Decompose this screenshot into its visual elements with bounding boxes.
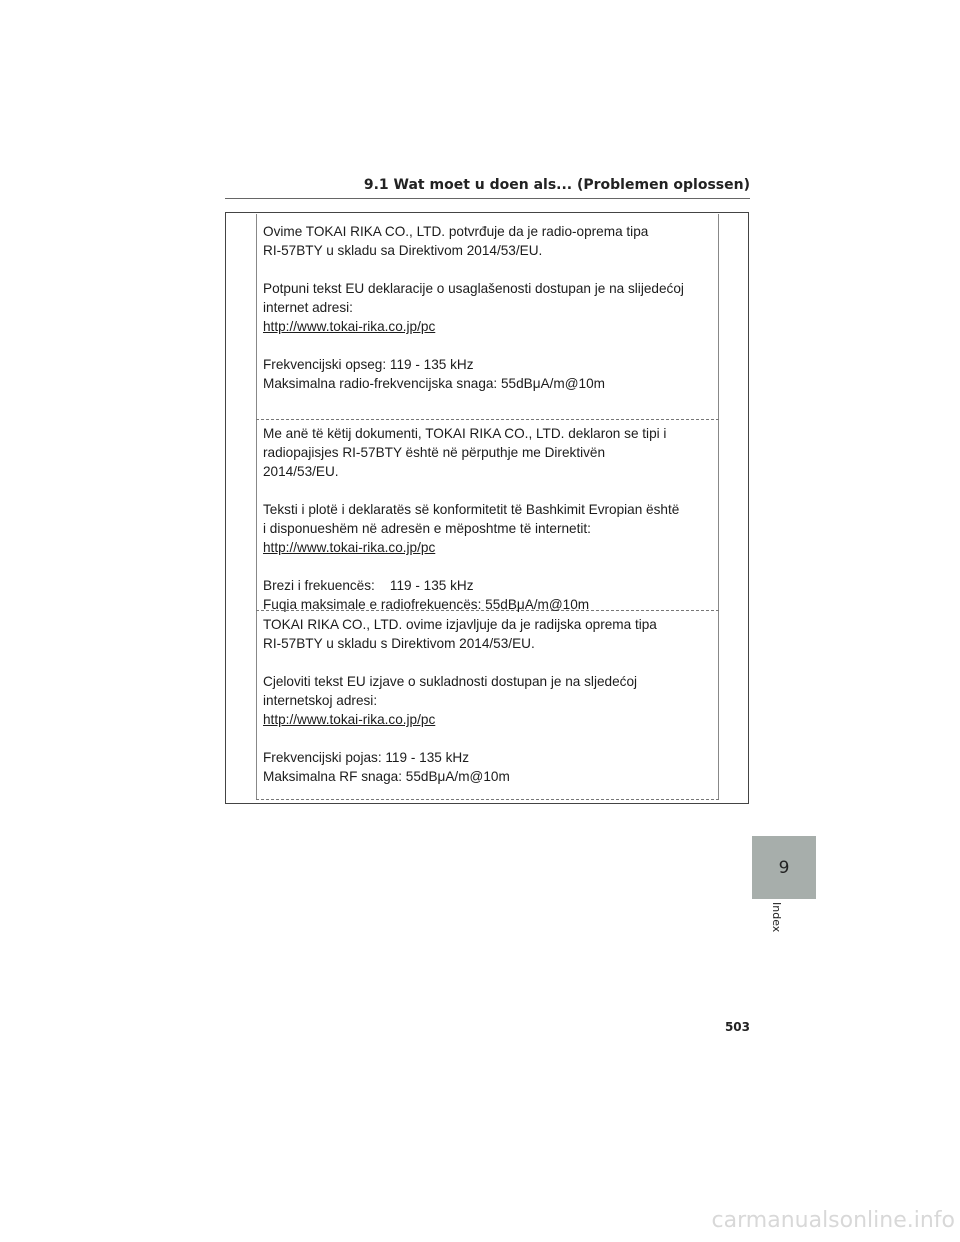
section-divider <box>256 799 719 800</box>
header-rule <box>225 198 750 199</box>
text-line: radiopajisjes RI-57BTY është në përputhje me Direktivën <box>263 445 606 460</box>
text-line: internetskoj adresi: <box>263 693 378 708</box>
line-gap <box>263 260 715 279</box>
chapter-label: Index <box>770 902 783 933</box>
line-gap <box>263 557 715 576</box>
text-line: Maksimalna RF snaga: 55dBμA/m@10m <box>263 769 510 784</box>
declaration-section-bosnian <box>263 222 715 393</box>
page-header-title: 9.1 Wat moet u doen als... (Problemen oplossen) <box>363 177 750 193</box>
line-gap <box>263 729 715 748</box>
text-line: Frekvencijski pojas: 119 - 135 kHz <box>263 750 470 765</box>
text-line: 2014/53/EU. <box>263 464 339 479</box>
text-line: internet adresi: <box>263 300 353 315</box>
chapter-number: 9 <box>778 858 790 878</box>
text-line: Frekvencijski opseg: 119 - 135 kHz <box>263 357 474 372</box>
declaration-link[interactable]: http://www.tokai-rika.co.jp/pc <box>263 712 436 727</box>
text-line: Ovime TOKAI RIKA CO., LTD. potvrđuje da je radio-oprema tipa <box>263 224 649 239</box>
page-number: 503 <box>724 1020 750 1034</box>
declaration-section-croatian <box>263 615 715 786</box>
declaration-section-albanian <box>263 424 715 614</box>
declaration-link[interactable]: http://www.tokai-rika.co.jp/pc <box>263 540 436 555</box>
declaration-link[interactable]: http://www.tokai-rika.co.jp/pc <box>263 319 436 334</box>
text-line: Teksti i plotë i deklaratës së konformitetit të Bashkimit Evropian është <box>263 502 680 517</box>
line-gap <box>263 653 715 672</box>
text-line: Cjeloviti tekst EU izjave o sukladnosti dostupan je na sljedećoj <box>263 674 638 689</box>
watermark: carmanualsonline.info <box>711 1208 955 1233</box>
text-line: RI-57BTY u skladu sa Direktivom 2014/53/EU. <box>263 243 543 258</box>
text-line: RI-57BTY u skladu s Direktivom 2014/53/EU. <box>263 636 535 651</box>
text-line: TOKAI RIKA CO., LTD. ovime izjavljuje da je radijska oprema tipa <box>263 617 657 632</box>
text-line: Brezi i frekuencës: 119 - 135 kHz <box>263 578 474 593</box>
text-line: i disponueshëm në adresën e mëposhtme të internetit: <box>263 521 591 536</box>
text-line: Maksimalna radio-frekvencijska snaga: 55dBμA/m@10m <box>263 376 605 391</box>
line-gap <box>263 336 715 355</box>
section-divider <box>256 419 719 420</box>
text-line: Potpuni tekst EU deklaracije o usaglašenosti dostupan je na slijedećoj <box>263 281 684 296</box>
text-line: Fuqia maksimale e radiofrekuencës: 55dBμA/m@10m <box>263 597 590 612</box>
text-line: Me anë të këtij dokumenti, TOKAI RIKA CO., LTD. deklaron se tipi i <box>263 426 667 441</box>
line-gap <box>263 481 715 500</box>
